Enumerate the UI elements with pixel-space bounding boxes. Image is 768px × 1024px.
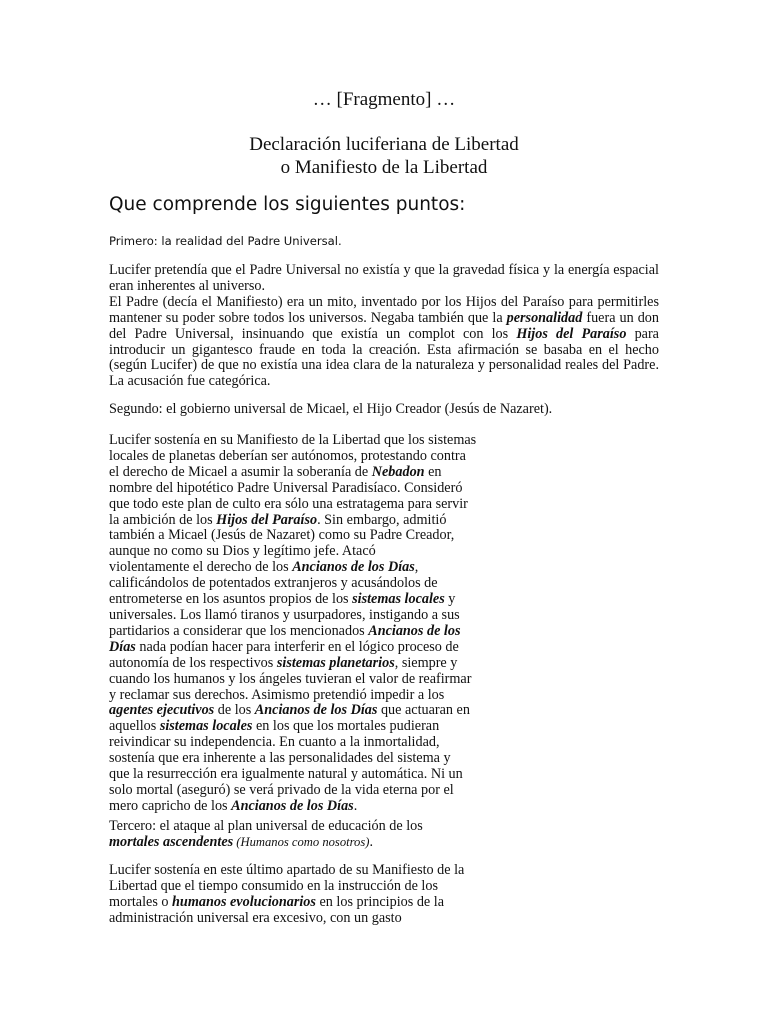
emphasis-hijos-del-paraiso: Hijos del Paraíso	[216, 511, 318, 528]
paragraph-2-line: reivindicar su independencia. En cuanto a la inmortalidad,	[109, 734, 440, 751]
text-run: mortales o	[109, 893, 173, 910]
text-run: nada podían hacer para interferir en el lógico proceso de	[135, 638, 459, 655]
text-run: en los que los mortales pudieran	[252, 718, 440, 735]
emphasis-sistemas-planetarios: sistemas planetarios	[276, 654, 395, 671]
emphasis-ancianos-de-los: Ancianos de los	[368, 622, 461, 639]
paragraph-3-line: Libertad que el tiempo consumido en la instrucción de los	[109, 877, 438, 894]
paragraph-2-line: nombre del hipotético Padre Universal Paradisíaco. Consideró	[109, 479, 463, 496]
emphasis-sistemas-locales: sistemas locales	[352, 591, 445, 608]
paragraph-2-line: aunque no como su Dios y legítimo jefe. Atacó	[109, 543, 376, 560]
paragraph-1-line	[109, 311, 659, 327]
emphasis-mortales-ascendentes: mortales ascendentes	[109, 833, 234, 850]
paragraph-2-line: solo mortal (aseguró) se verá privado de la vida eterna por el	[109, 781, 454, 798]
section-heading: Que comprende los siguientes puntos:	[109, 194, 466, 215]
point-3-line: Tercero: el ataque al plan universal de educación de los	[109, 818, 423, 834]
paragraph-2-line	[109, 640, 479, 656]
text-run: ,	[414, 559, 419, 576]
text-run: .	[369, 833, 373, 850]
text-run: partidarios a considerar que los mencionados	[109, 622, 369, 639]
paragraph-2-line: sostenía que era inherente a las personalidades del sistema y	[109, 750, 451, 767]
paragraph-2-line	[109, 465, 479, 481]
paragraph-2-line: que todo este plan de culto era sólo una estratagema para servir	[109, 495, 468, 512]
note-humanos-como-nosotros: (Humanos como nosotros)	[233, 834, 370, 849]
paragraph-1-line: (según Lucifer) de que no existía una idea clara de la naturaleza y personalidad reales del Padre.	[109, 357, 659, 374]
text-run: de los	[214, 702, 255, 719]
paragraph-1-line: El Padre (decía el Manifiesto) era un mito, inventado por los Hijos del Paraíso para permitirles	[109, 293, 659, 310]
emphasis-personalidad: personalidad	[506, 309, 583, 326]
paragraph-3-line	[109, 895, 479, 911]
text-run: para	[626, 325, 659, 342]
emphasis-sistemas-locales: sistemas locales	[159, 718, 253, 735]
paragraph-2-line: Lucifer sostenía en su Manifiesto de la Libertad que los sistemas	[109, 432, 477, 448]
paragraph-1-line: Lucifer pretendía que el Padre Universal no existía y que la gravedad física y la energía espacial	[109, 262, 659, 278]
point-2-line: Segundo: el gobierno universal de Micael, el Hijo Creador (Jesús de Nazaret).	[109, 401, 553, 417]
paragraph-1	[109, 263, 659, 390]
emphasis-hijos-del-paraiso: Hijos del Paraíso	[516, 325, 627, 342]
emphasis-humanos-evolucionarios: humanos evolucionarios	[172, 893, 316, 910]
text-run: y	[444, 591, 456, 608]
paragraph-1-line: La acusación fue categórica.	[109, 373, 271, 390]
title-line-2: o Manifiesto de la Libertad	[280, 157, 488, 178]
paragraph-2-line: cuando los humanos y los ángeles tuvieran el valor de reafirmar	[109, 670, 472, 687]
emphasis-ancianos-de-los-dias: Ancianos de los Días	[292, 559, 415, 576]
text-run: la ambición de los	[109, 511, 217, 528]
paragraph-1-line	[109, 327, 659, 343]
paragraph-2-line: universales. Los llamó tiranos y usurpadores, instigando a sus	[109, 606, 460, 623]
paragraph-3-line: Lucifer sostenía en este último apartado de su Manifiesto de la	[109, 862, 465, 878]
paragraph-3-line: administración universal era excesivo, con un gasto	[109, 909, 402, 926]
paragraph-2-line	[109, 656, 479, 672]
paragraph-2-line	[109, 513, 479, 529]
paragraph-2-line	[109, 624, 479, 640]
emphasis-agentes-ejecutivos: agentes ejecutivos	[109, 702, 215, 719]
text-run: que actuaran en	[377, 702, 470, 719]
text-run: mero capricho de los	[109, 797, 232, 814]
point-3-heading	[109, 819, 479, 851]
emphasis-ancianos-de-los-dias: Ancianos de los Días	[231, 797, 354, 814]
text-run: , siempre y	[394, 654, 458, 671]
paragraph-1-line: introducir un gigantesco fraude en toda la creación. Esta afirmación se basaba en el hecho	[109, 341, 659, 358]
point-2-heading	[109, 402, 669, 418]
point-1-heading: Primero: la realidad del Padre Universal.	[109, 234, 342, 248]
point-3-line	[109, 835, 479, 851]
paragraph-2-line	[109, 592, 479, 608]
paragraph-2-line	[109, 719, 479, 735]
emphasis-nebadon: Nebadon	[371, 463, 425, 480]
text-run: violentamente el derecho de los	[109, 559, 293, 576]
text-run: autonomía de los respectivos	[109, 654, 277, 671]
text-run: . Sin embargo, admitió	[317, 511, 447, 528]
paragraph-2	[109, 433, 479, 815]
document-title	[0, 133, 768, 179]
text-run: en los principios de la	[315, 893, 444, 910]
paragraph-2-line: y reclamar sus derechos. Asimismo pretendió impedir a los	[109, 686, 445, 703]
text-run: aquellos	[109, 718, 160, 735]
text-run: el derecho de Micael a asumir la soberanía de	[109, 463, 372, 480]
paragraph-2-line: también a Micael (Jesús de Nazaret) como su Padre Creador,	[109, 527, 455, 544]
text-run: mantener su poder sobre todos los universos. Negaba también que la	[109, 309, 507, 326]
text-run: del Padre Universal, insinuando que existía un complot con los	[109, 325, 517, 342]
paragraph-2-line: calificándolos de potentados extranjeros y acusándolos de	[109, 575, 438, 592]
paragraph-2-line	[109, 703, 479, 719]
title-line-1: Declaración luciferiana de Libertad	[249, 134, 519, 155]
text-run: en	[424, 463, 442, 480]
paragraph-2-line: que la resurrección era igualmente natural y automática. Ni un	[109, 766, 463, 783]
paragraph-2-line	[109, 560, 479, 576]
text-run: fuera un don	[582, 309, 659, 326]
paragraph-2-line	[109, 799, 479, 815]
text-run: entrometerse en los asuntos propios de los	[109, 591, 353, 608]
emphasis-dias: Días	[109, 638, 136, 655]
paragraph-2-line: locales de planetas deberían ser autónomos, protestando contra	[109, 447, 466, 464]
fragment-label: … [Fragmento] …	[312, 89, 456, 110]
emphasis-ancianos-de-los-dias: Ancianos de los Días	[254, 702, 378, 719]
paragraph-1-line: eran inherentes al universo.	[109, 277, 266, 294]
text-run: .	[353, 797, 358, 814]
paragraph-3	[109, 863, 479, 927]
